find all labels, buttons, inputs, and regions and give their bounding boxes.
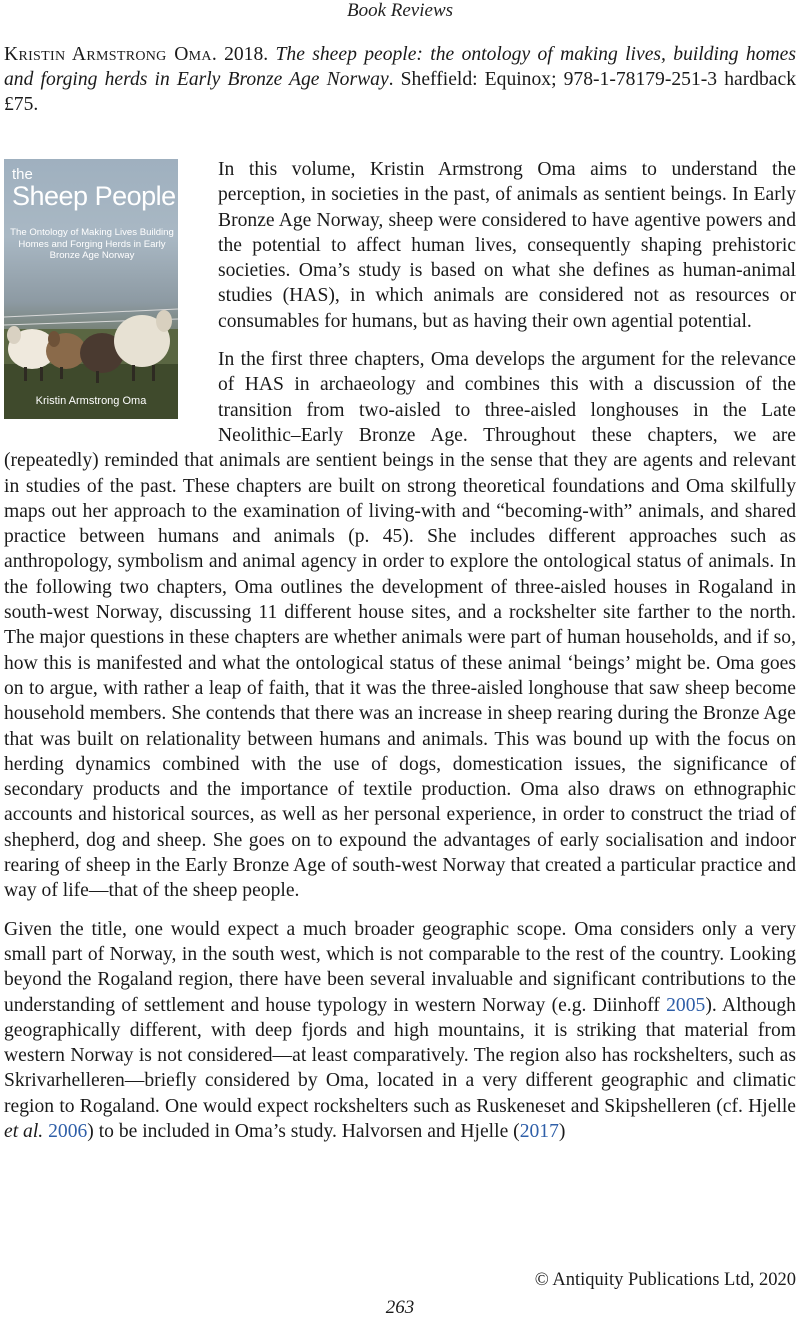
cover-author: Kristin Armstrong Oma bbox=[35, 395, 147, 407]
cover-the: the bbox=[12, 166, 33, 183]
paragraph-3 bbox=[4, 917, 796, 1145]
citation-publisher: . Sheffield: Equinox; 978-1-78179-251-3 hardback £75. bbox=[4, 69, 796, 115]
citation-year: . 2018. bbox=[211, 44, 276, 65]
paragraph-1: In this volume, Kristin Armstrong Oma aims to understand the perception, in societies in the past, of animals as sentient beings. In Early Bronze Age Norway, sheep were considered to have agentive powers and the potential to affect human lives, consequently shaping prehistoric societies. Oma’s study is based on what she defines as human-animal studies (HAS), in which animals are considered not as resources or consumables for humans, but as having their own agential potential. bbox=[218, 159, 796, 332]
review-body bbox=[4, 157, 796, 1157]
paragraph-3-text: ) bbox=[558, 1120, 566, 1142]
paragraph-3-etal: et al. bbox=[4, 1120, 44, 1142]
citation-author: Kristin Armstrong Oma bbox=[4, 44, 212, 65]
paragraph-3-text: ) to be included in Oma’s study. Halvorsen and Hjelle ( bbox=[87, 1120, 520, 1142]
reference-link-halvorsen[interactable]: 2017 bbox=[519, 1120, 559, 1142]
cover-title: Sheep People bbox=[12, 181, 176, 211]
copyright-notice: © Antiquity Publications Ltd, 2020 bbox=[534, 1270, 796, 1290]
paragraph-3-text: ). Although geographically different, with deep fjords and high mountains, it is striking that material from western Norway is not considered—at least comparatively. The region also has rockshelters, such as Skrivarhelleren—briefly considered by Oma, located in a very different geographic and climatic region to Rogaland. One would expect rockshelters such as Ruskeneset and Skipshelleren (cf. Hjelle bbox=[4, 994, 796, 1117]
paragraph-2: In the first three chapters, Oma develops the argument for the relevance of HAS in archaeology and combines this with a discussion of the transition from two-aisled to three-aisled longhouses in the Late Neolithic–Early Bronze Age. Throughout these chapters, we are (repeatedly) reminded that animals are sentient beings in the sense that they are agents and relevant in studies of the past. These chapters are built on strong theoretical foundations and Oma skilfully maps out her approach to the examination of living-with and “becoming-with” animals, and shared practice between humans and animals (p. 45). She includes different approaches such as anthropology, symbolism and animal agency in order to explore the ontological status of animals. In the following two chapters, Oma outlines the development of three-aisled houses in Rogaland in south-west Norway, discussing 11 different house sites, and a rockshelter site farther to the north. The major questions in these chapters are whether animals were part of human households, and if so, how this is manifested and what the ontological status of these animal ‘beings’ might be. Oma goes on to argue, with rather a leap of faith, that it was the three-aisled longhouse that saw sheep become household members. She contends that there was an increase in sheep rearing during the Bronze Age that was built on relationality between humans and animals. This was bound up with the focus on herding dynamics combined with the use of dogs, domestication issues, the significance of secondary products and the importance of textile production. Oma also draws on ethnographic accounts and historical sources, as well as her personal experience, in order to construct the triad of shepherd, dog and sheep. She goes on to expound the advantages of early socialisation and indoor rearing of sheep in the Early Bronze Age of south-west Norway that created a particular practice and way of life—that of the sheep people. bbox=[4, 349, 796, 902]
cover-spacer bbox=[4, 157, 218, 446]
reference-link-hjelle[interactable]: 2006 bbox=[48, 1120, 88, 1142]
running-head: Book Reviews bbox=[346, 0, 454, 21]
cover-subtitle: The Ontology of Making Lives Building Homes and Forging Herds in Early Bronze Age Norway bbox=[10, 227, 174, 261]
reference-link-diinhoff[interactable]: 2005 bbox=[666, 994, 706, 1016]
page-number: 263 bbox=[385, 1297, 415, 1318]
citation-title: The sheep people: the ontology of making lives, building homes and forging herds in Early Bronze Age Norway bbox=[4, 44, 796, 90]
book-citation bbox=[4, 42, 796, 117]
paragraph-3-text: Given the title, one would expect a much broader geographic scope. Oma considers only a very small part of Norway, in the south west, which is not comparable to the rest of the country. Looking beyond the Rogaland region, there have been several invaluable and significant contributions to the understanding of settlement and house typology in western Norway (e.g. Diinhoff bbox=[4, 918, 796, 1016]
